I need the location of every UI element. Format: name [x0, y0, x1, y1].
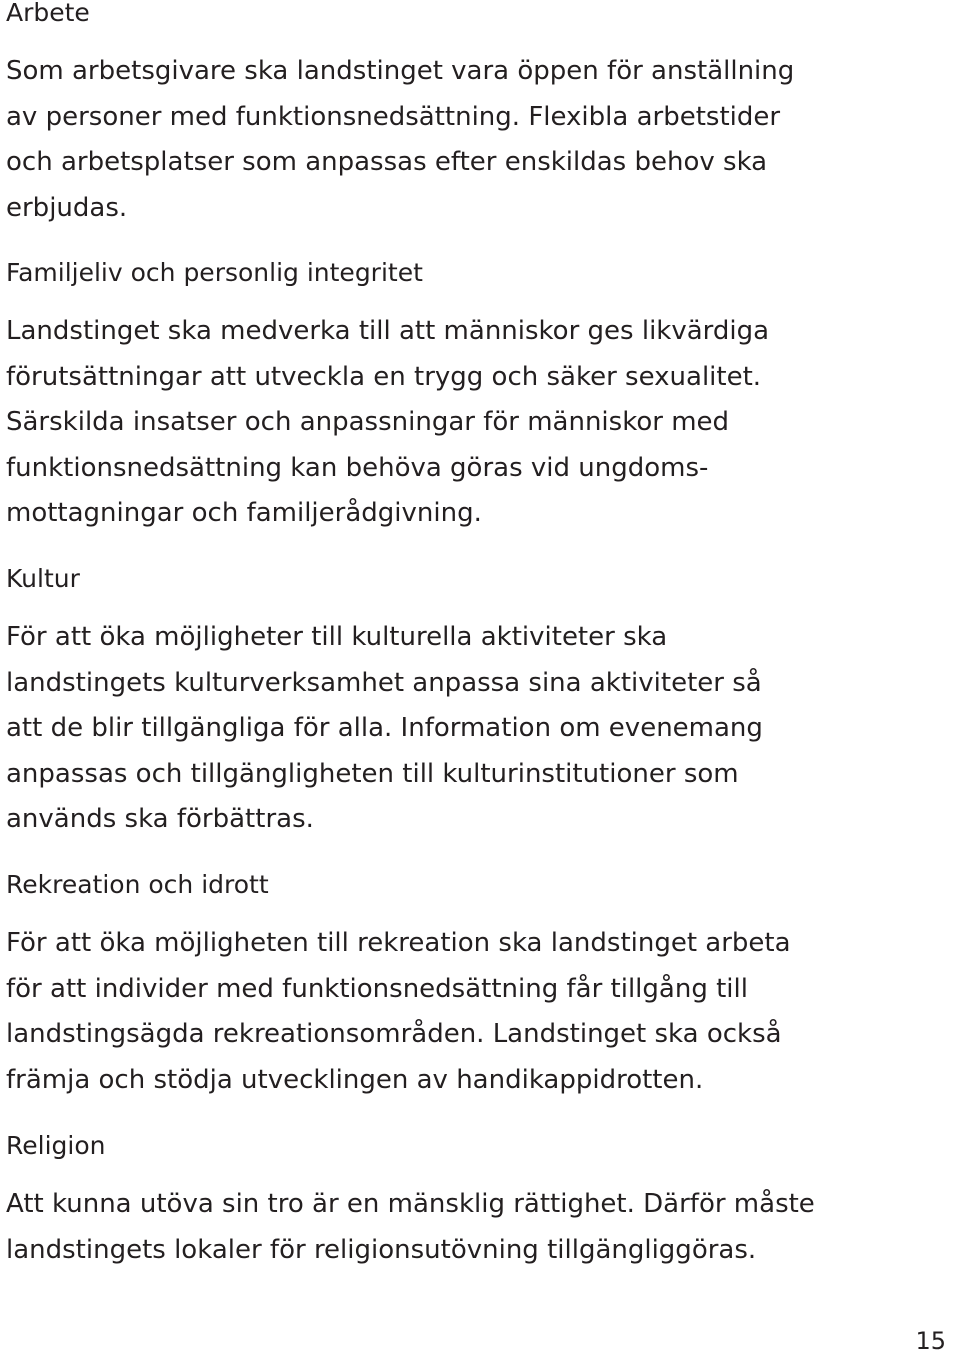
section-rekreation [6, 870, 946, 1103]
section-heading: Kultur [6, 564, 80, 593]
section-body: För att öka möjligheter till kulturella aktiviteter ska landstingets kulturverksamhet anpassa sina aktiviteter så att de blir tillgängliga för alla. Information om evenemang anpassas och tillgängligheten till kulturinstitutioner som används ska förbättras. [6, 622, 763, 834]
section-religion [6, 1131, 946, 1273]
section-heading: Religion [6, 1131, 106, 1160]
section-arbete [6, 0, 946, 231]
section-body: Som arbetsgivare ska landstinget vara öppen för anställning av personer med funktionsnedsättning. Flexibla arbetstider och arbetsplatser som anpassas efter enskildas behov ska erbjudas. [6, 56, 795, 223]
document-page [6, 0, 946, 1265]
section-heading: Familjeliv och personlig integritet [6, 258, 423, 287]
section-kultur [6, 564, 946, 843]
section-body: Att kunna utöva sin tro är en mänsklig rättighet. Därför måste landstingets lokaler för religionsutövning tillgängliggöras. [6, 1189, 815, 1265]
section-body: För att öka möjligheten till rekreation ska landstinget arbeta för att individer med funktionsnedsättning får tillgång till landstingsägda rekreationsområden. Landstinget ska också främja och stödja utvecklingen av handikappidrotten. [6, 928, 791, 1095]
section-familjeliv [6, 258, 946, 537]
section-heading: Rekreation och idrott [6, 870, 269, 899]
section-body: Landstinget ska medverka till att människor ges likvärdiga förutsättningar att utveckla en trygg och säker sexualitet. Särskilda insatser och anpassningar för människor med funktionsnedsättning kan behöva göras vid ungdoms- mottagningar och familjerådgivning. [6, 316, 770, 528]
page-number: 15 [915, 1327, 946, 1355]
section-heading: Arbete [6, 0, 90, 27]
